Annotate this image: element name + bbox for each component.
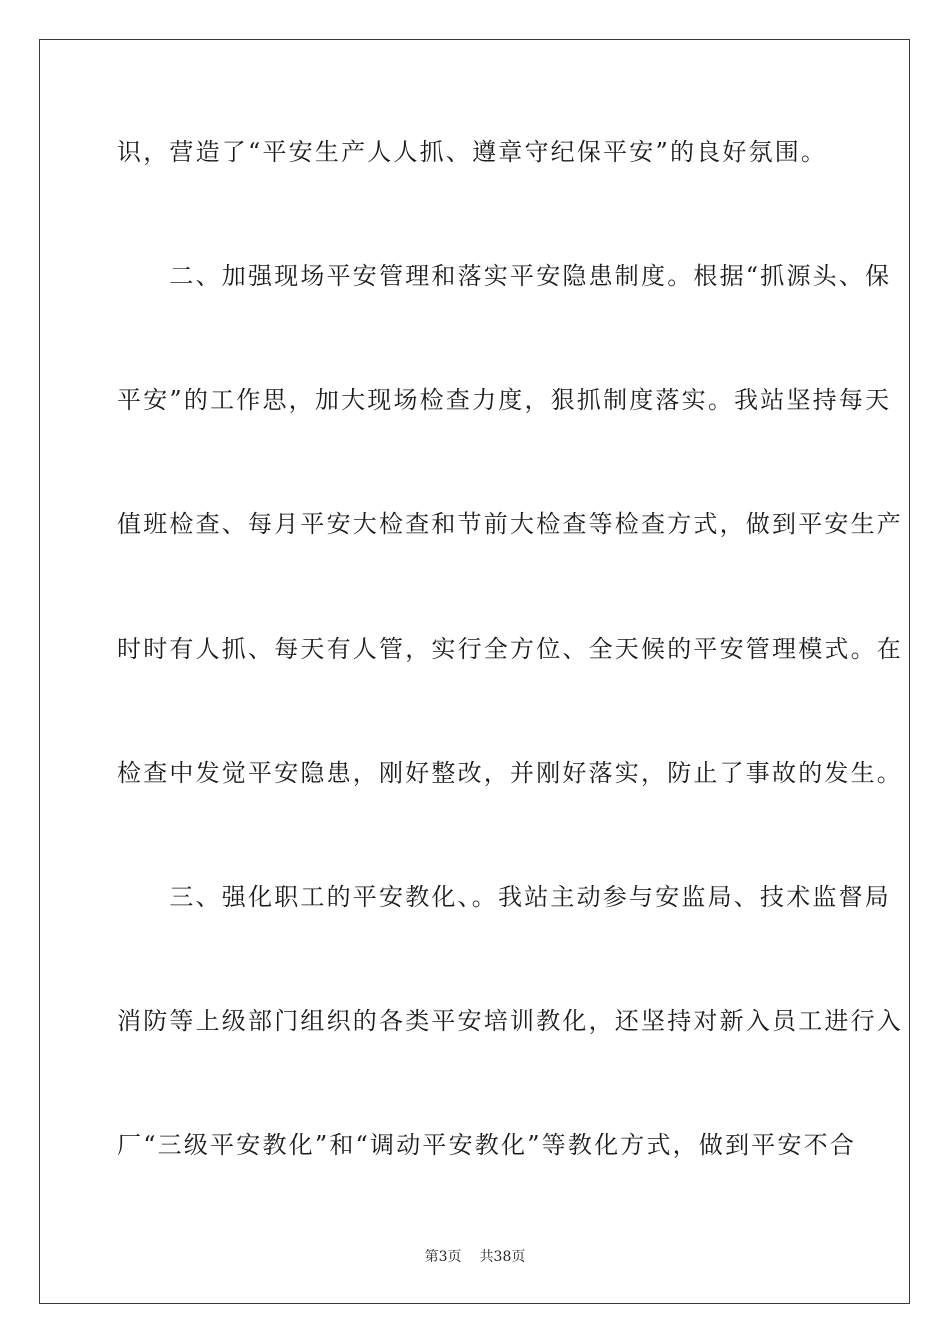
paragraph-line: 三、强化职工的平安教化、。我站主动参与安监局、技术监督局 — [117, 883, 891, 911]
page-footer — [0, 1248, 950, 1266]
paragraph-line: 识，营造了“平安生产人人抓、遵章守纪保平安”的良好氛围。 — [117, 138, 828, 166]
paragraph-line: 值班检查、每月平安大检查和节前大检查等检查方式，做到平安生产 — [117, 510, 903, 538]
paragraph-line: 二、加强现场平安管理和落实平安隐患制度。根据“抓源头、保 — [117, 262, 892, 290]
paragraph-line: 时时有人抓、每天有人管，实行全方位、全天候的平安管理模式。在 — [117, 635, 903, 663]
paragraph-line: 厂“三级平安教化”和“调动平安教化”等教化方式，做到平安不合 — [117, 1131, 857, 1159]
paragraph-line: 消防等上级部门组织的各类平安培训教化，还坚持对新入员工进行入 — [117, 1007, 903, 1035]
paragraph-line: 检查中发觉平安隐患，刚好整改，并刚好落实，防止了事故的发生。 — [117, 759, 903, 787]
page-border — [39, 39, 910, 1304]
current-page-number: 第3页 — [424, 1249, 462, 1265]
total-page-count: 共38页 — [479, 1249, 526, 1265]
paragraph-line: 平安”的工作思，加大现场检查力度，狠抓制度落实。我站坚持每天 — [117, 386, 892, 414]
